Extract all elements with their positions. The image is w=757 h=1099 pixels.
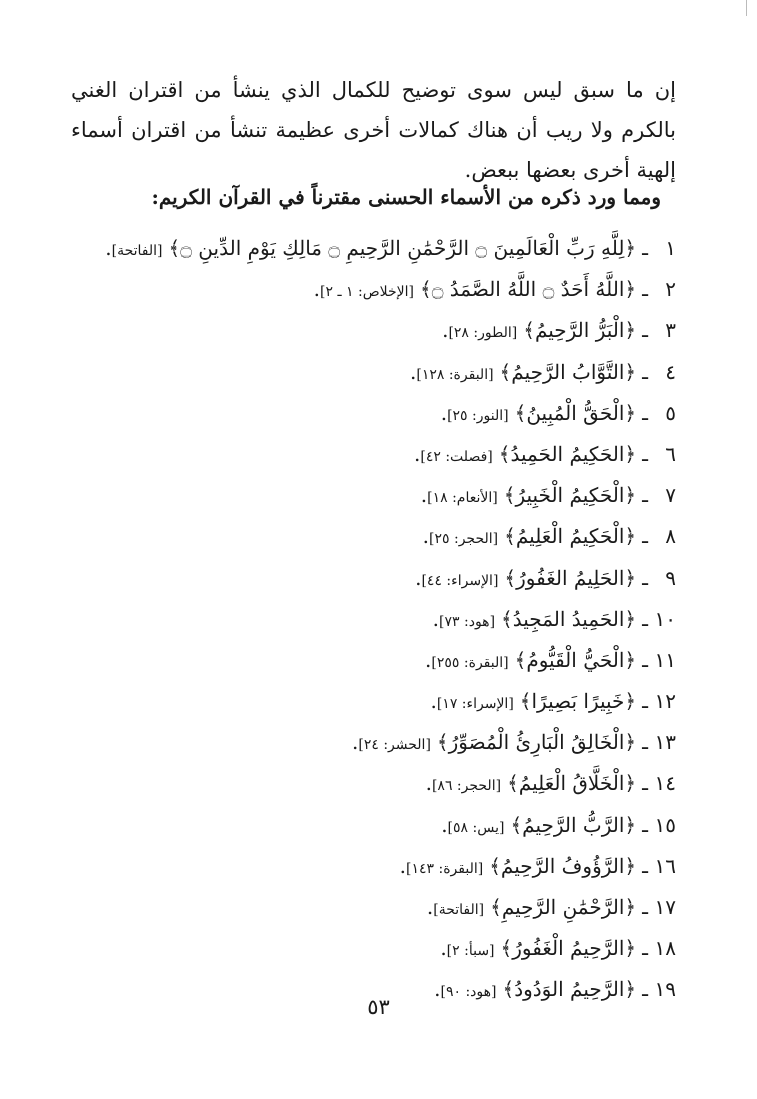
end-mark: . bbox=[422, 524, 430, 549]
item-number: ١٧ bbox=[654, 895, 676, 919]
verse-text: ﴿الرَّحْمَٰنِ الرَّحِيمِ﴾ bbox=[490, 895, 637, 919]
verse-text: ﴿الْحَكِيمُ الْعَلِيمُ﴾ bbox=[504, 524, 637, 549]
list-item bbox=[105, 352, 676, 393]
item-number: ٨ bbox=[665, 524, 676, 549]
list-item bbox=[105, 599, 676, 640]
end-mark: . bbox=[410, 359, 417, 384]
verse-text: ﴿الرَّحِيمُ الْغَفُورُ﴾ bbox=[500, 936, 637, 961]
list-item bbox=[105, 475, 676, 516]
item-separator: ـ bbox=[642, 812, 648, 837]
item-separator: ـ bbox=[642, 936, 648, 961]
names-list bbox=[105, 228, 676, 1011]
verse-reference: [الطور: ٢٨] bbox=[448, 325, 518, 342]
list-item bbox=[105, 393, 676, 434]
list-item bbox=[105, 928, 676, 969]
verse-text: ﴿الحَمِيدُ المَجِيدُ﴾ bbox=[501, 606, 637, 631]
verse-reference: [البقرة: ٢٥٥] bbox=[431, 654, 509, 671]
end-mark: . bbox=[399, 853, 407, 878]
verse-text: ﴿الحَلِيمُ الغَفُورُ﴾ bbox=[504, 565, 637, 590]
end-mark: . bbox=[105, 236, 112, 260]
item-separator: ـ bbox=[642, 606, 648, 631]
item-separator: ـ bbox=[642, 359, 648, 384]
item-separator: ـ bbox=[642, 483, 648, 508]
verse-text: ﴿خَبِيرًا بَصِيرًا﴾ bbox=[519, 689, 637, 714]
item-number: ١٣ bbox=[654, 730, 676, 755]
item-separator: ـ bbox=[642, 441, 648, 466]
item-separator: ـ bbox=[642, 277, 648, 302]
list-item bbox=[105, 640, 676, 681]
item-separator: ـ bbox=[642, 236, 648, 260]
verse-reference: [هود: ٧٣] bbox=[439, 613, 496, 630]
end-mark: . bbox=[425, 771, 432, 796]
list-item bbox=[105, 763, 676, 804]
verse-text: ﴿الْبَرُّ الرَّحِيمُ﴾ bbox=[523, 318, 637, 343]
item-number: ٥ bbox=[665, 400, 676, 425]
end-mark: . bbox=[352, 730, 359, 755]
list-item bbox=[105, 722, 676, 763]
verse-reference: [الفاتحة] bbox=[111, 243, 163, 259]
list-item bbox=[105, 269, 676, 310]
item-number: ٣ bbox=[665, 318, 676, 343]
verse-reference: [الإسراء: ١٧] bbox=[436, 696, 514, 713]
verse-reference: [البقرة: ١٤٣] bbox=[406, 860, 484, 877]
verse-text: ﴿الحَكِيمُ الحَمِيدُ﴾ bbox=[498, 441, 637, 466]
item-number: ١٦ bbox=[654, 853, 676, 878]
item-separator: ـ bbox=[642, 853, 648, 878]
end-mark: . bbox=[425, 647, 432, 672]
intro-paragraph: إن ما سبق ليس سوى توضيح للكمال الذي ينشأ من اقتران الغني بالكرم ولا ريب أن هناك كمالات أخرى عظيمة تنشأ من اقتران أسماء إلهية أخرى بعضها ببعض. bbox=[71, 78, 677, 182]
verse-reference: [الإسراء: ٤٤] bbox=[421, 572, 499, 589]
end-mark: . bbox=[434, 977, 441, 1002]
end-mark: . bbox=[440, 400, 448, 425]
list-item bbox=[105, 558, 676, 599]
item-number: ١٥ bbox=[654, 812, 676, 837]
verse-reference: [الحشر: ٢٤] bbox=[358, 737, 431, 754]
verse-text: ﴿الْحَكِيمُ الْخَبِيرُ﴾ bbox=[503, 483, 637, 508]
list-item bbox=[105, 846, 676, 887]
verse-reference: [الإخلاص: ١ ـ ٢] bbox=[320, 284, 414, 301]
end-mark: . bbox=[430, 689, 437, 714]
item-separator: ـ bbox=[642, 895, 648, 919]
item-number: ٢ bbox=[665, 277, 676, 302]
verse-text: ﴿الْخَالِقُ الْبَارِئُ الْمُصَوِّرُ﴾ bbox=[436, 730, 637, 755]
verse-text: ﴿لِلَّهِ رَبِّ الْعَالَمِينَ ۝ الرَّحْمَٰنِ الرَّحِيمِ ۝ مَالِكِ يَوْمِ الدِّينِ ۝﴾ bbox=[168, 236, 637, 260]
verse-reference: [الحجر: ٢٥] bbox=[429, 531, 499, 548]
end-mark: . bbox=[442, 318, 449, 343]
list-heading: ومما ورد ذكره من الأسماء الحسنى مقترناً في القرآن الكريم: bbox=[151, 185, 661, 209]
list-item bbox=[105, 887, 676, 928]
item-separator: ـ bbox=[642, 647, 648, 672]
verse-text: ﴿الرَّحِيمُ الوَدُودُ﴾ bbox=[502, 977, 637, 1002]
item-number: ١٩ bbox=[654, 977, 676, 1002]
verse-reference: [سبأ: ٢] bbox=[446, 943, 495, 960]
end-mark: . bbox=[426, 895, 434, 919]
item-number: ٤ bbox=[665, 359, 676, 384]
item-separator: ـ bbox=[642, 730, 648, 755]
item-separator: ـ bbox=[642, 318, 648, 343]
end-mark: . bbox=[432, 606, 440, 631]
end-mark: . bbox=[440, 936, 447, 961]
verse-text: ﴿اللَّهُ أَحَدٌ ۝ اللَّهُ الصَّمَدُ ۝﴾ bbox=[420, 277, 637, 302]
item-number: ١١ bbox=[654, 647, 676, 672]
verse-text: ﴿الْحَيُّ الْقَيُّومُ﴾ bbox=[514, 647, 637, 672]
item-separator: ـ bbox=[642, 524, 648, 549]
item-number: ٦ bbox=[665, 441, 676, 466]
verse-text: ﴿الرَّبُّ الرَّحِيمُ﴾ bbox=[510, 812, 637, 837]
end-mark: . bbox=[420, 483, 428, 508]
list-item bbox=[105, 681, 676, 722]
list-item bbox=[105, 228, 676, 269]
verse-reference: [يس: ٥٨] bbox=[447, 819, 505, 836]
item-number: ١٤ bbox=[654, 771, 676, 796]
verse-reference: [البقرة: ١٢٨] bbox=[416, 366, 494, 383]
verse-reference: [الحجر: ٨٦] bbox=[431, 778, 502, 795]
verse-reference: [النور: ٢٥] bbox=[447, 407, 509, 424]
end-mark: . bbox=[313, 277, 321, 302]
list-item bbox=[105, 310, 676, 351]
item-separator: ـ bbox=[642, 565, 648, 590]
end-mark: . bbox=[441, 812, 448, 837]
verse-text: ﴿التَّوَّابُ الرَّحِيمُ﴾ bbox=[499, 359, 637, 384]
item-number: ١٨ bbox=[654, 936, 676, 961]
verse-text: ﴿الرَّؤُوفُ الرَّحِيمُ﴾ bbox=[489, 853, 637, 878]
verse-reference: [الأنعام: ١٨] bbox=[427, 490, 498, 507]
end-mark: . bbox=[414, 441, 421, 466]
item-number: ١ bbox=[665, 236, 676, 260]
end-mark: . bbox=[415, 565, 422, 590]
verse-reference: [هود: ٩٠] bbox=[440, 984, 497, 1001]
list-item bbox=[105, 516, 676, 557]
item-separator: ـ bbox=[642, 771, 648, 796]
verse-reference: [فصلت: ٤٢] bbox=[420, 448, 493, 465]
item-number: ١٠ bbox=[654, 606, 676, 631]
item-separator: ـ bbox=[642, 689, 648, 714]
item-number: ٩ bbox=[665, 565, 676, 590]
item-separator: ـ bbox=[642, 400, 648, 425]
verse-text: ﴿الْخَلَّاقُ الْعَلِيمُ﴾ bbox=[507, 771, 637, 796]
item-number: ١٢ bbox=[654, 689, 676, 714]
edge-mark bbox=[746, 0, 747, 16]
item-number: ٧ bbox=[665, 483, 676, 508]
verse-text: ﴿الْحَقُّ الْمُبِينُ﴾ bbox=[514, 400, 637, 425]
list-item bbox=[105, 434, 676, 475]
verse-reference: [الفاتحة] bbox=[433, 902, 485, 918]
list-item bbox=[105, 805, 676, 846]
item-separator: ـ bbox=[642, 977, 648, 1002]
page-number: ٥٣ bbox=[367, 995, 390, 1019]
